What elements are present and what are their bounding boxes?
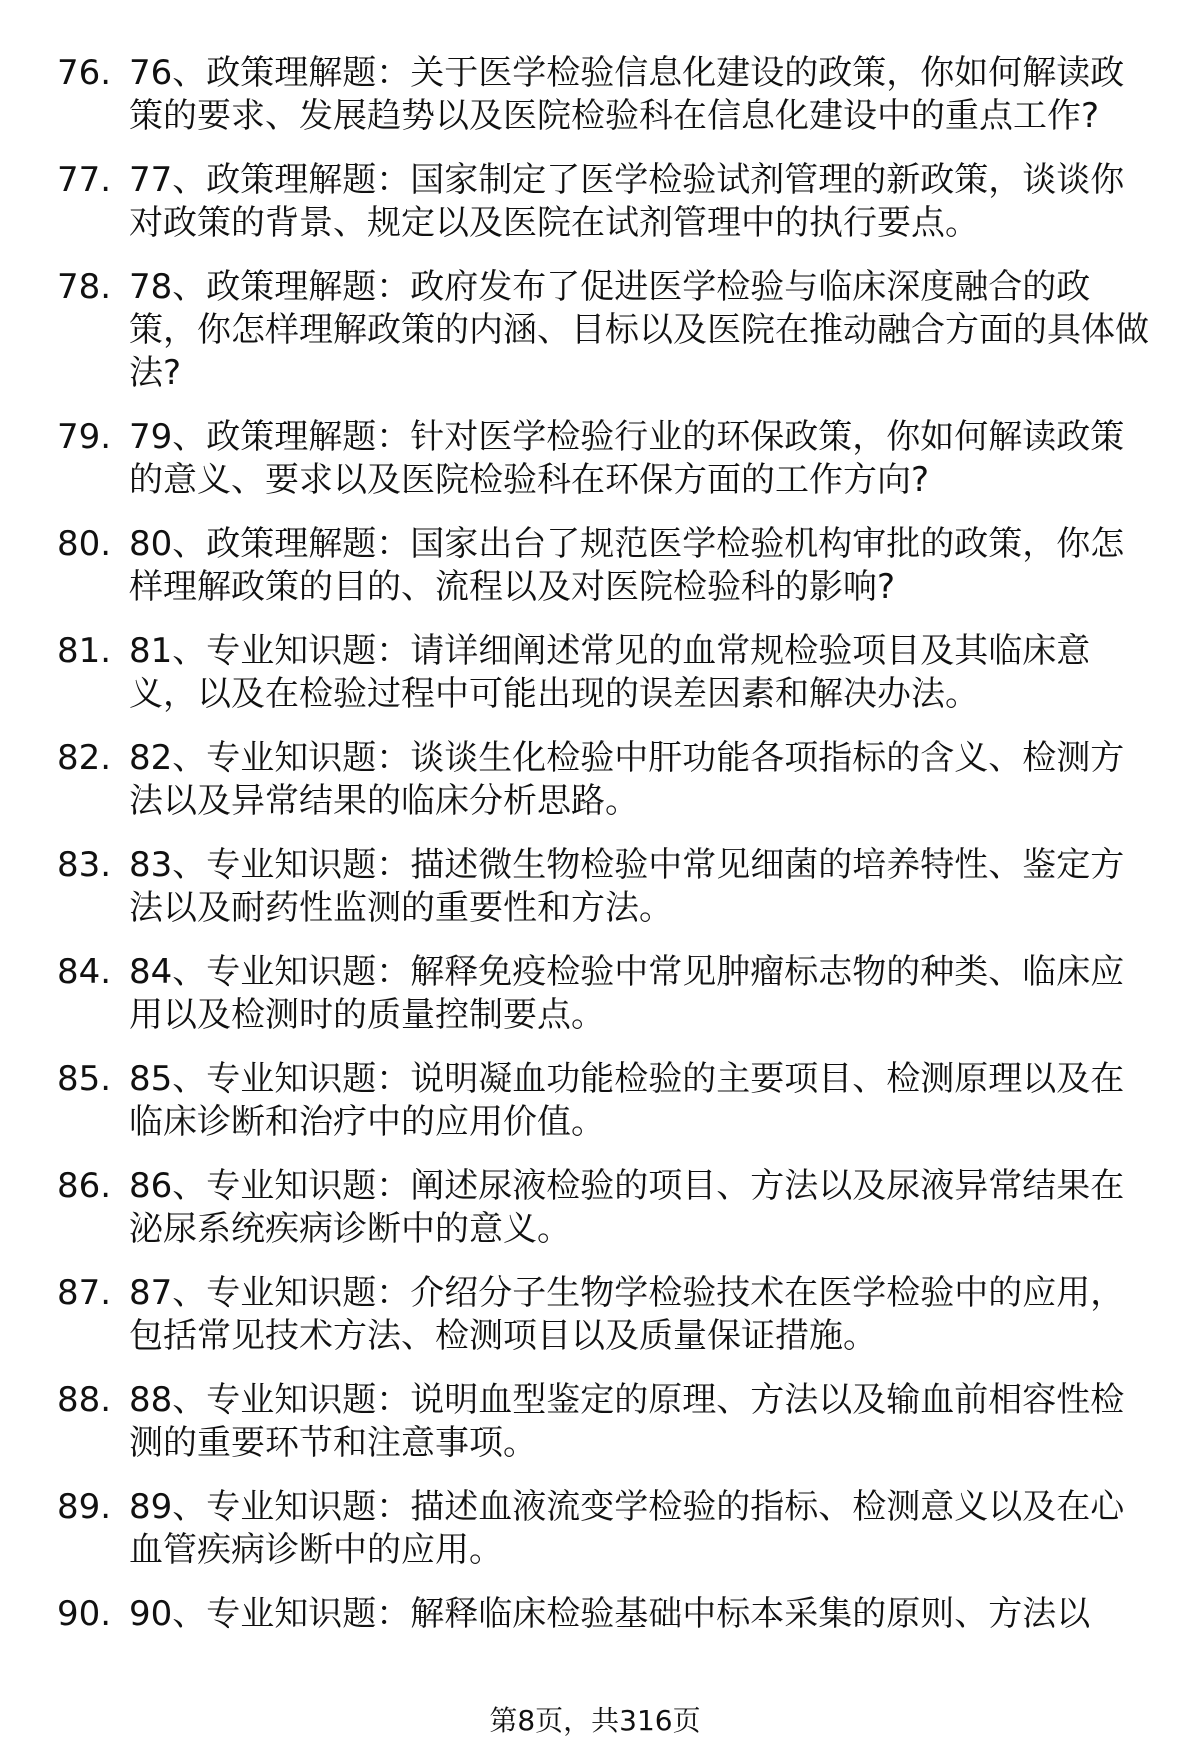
question-number: 90. (57, 1594, 112, 1634)
question-item (57, 159, 1157, 245)
question-text: 88、专业知识题：说明血型鉴定的原理、方法以及输血前相容性检测的重要环节和注意事项。 (129, 1380, 1125, 1463)
question-text: 83、专业知识题：描述微生物检验中常见细菌的培养特性、鉴定方法以及耐药性监测的重要性和方法。 (129, 845, 1125, 928)
question-text: 79、政策理解题：针对医学检验行业的环保政策，你如何解读政策的意义、要求以及医院检验科在环保方面的工作方向? (129, 417, 1125, 500)
question-item (57, 523, 1157, 609)
question-list (57, 52, 1157, 1657)
question-item (57, 737, 1157, 823)
question-number: 77. (57, 160, 112, 200)
question-number: 81. (57, 631, 112, 671)
question-number: 76. (57, 53, 112, 93)
question-item (57, 52, 1157, 138)
question-number: 84. (57, 952, 112, 992)
question-item (57, 1486, 1157, 1572)
question-item (57, 951, 1157, 1037)
question-number: 85. (57, 1059, 112, 1099)
question-number: 86. (57, 1166, 112, 1206)
question-item (57, 844, 1157, 930)
question-item (57, 1058, 1157, 1144)
question-number: 83. (57, 845, 112, 885)
question-number: 88. (57, 1380, 112, 1420)
question-number: 82. (57, 738, 112, 778)
question-item (57, 416, 1157, 502)
question-item (57, 630, 1157, 716)
question-text: 76、政策理解题：关于医学检验信息化建设的政策，你如何解读政策的要求、发展趋势以及医院检验科在信息化建设中的重点工作? (129, 53, 1125, 136)
question-text: 80、政策理解题：国家出台了规范医学检验机构审批的政策，你怎样理解政策的目的、流程以及对医院检验科的影响? (129, 524, 1125, 607)
question-item (57, 1272, 1157, 1358)
question-text: 86、专业知识题：阐述尿液检验的项目、方法以及尿液异常结果在泌尿系统疾病诊断中的意义。 (129, 1166, 1125, 1249)
page-footer: 第8页，共316页 (489, 1704, 701, 1737)
question-text: 77、政策理解题：国家制定了医学检验试剂管理的新政策，谈谈你对政策的背景、规定以及医院在试剂管理中的执行要点。 (129, 160, 1125, 243)
question-text: 90、专业知识题：解释临床检验基础中标本采集的原则、方法以 (129, 1594, 1091, 1634)
question-number: 79. (57, 417, 112, 457)
question-text: 89、专业知识题：描述血液流变学检验的指标、检测意义以及在心血管疾病诊断中的应用。 (129, 1487, 1125, 1570)
question-number: 87. (57, 1273, 112, 1313)
question-item (57, 1593, 1157, 1636)
question-text: 81、专业知识题：请详细阐述常见的血常规检验项目及其临床意义，以及在检验过程中可能出现的误差因素和解决办法。 (129, 631, 1091, 714)
question-text: 84、专业知识题：解释免疫检验中常见肿瘤标志物的种类、临床应用以及检测时的质量控制要点。 (129, 952, 1125, 1035)
question-text: 82、专业知识题：谈谈生化检验中肝功能各项指标的含义、检测方法以及异常结果的临床分析思路。 (129, 738, 1125, 821)
question-item (57, 1165, 1157, 1251)
question-item (57, 1379, 1157, 1465)
question-number: 89. (57, 1487, 112, 1527)
question-text: 78、政策理解题：政府发布了促进医学检验与临床深度融合的政策，你怎样理解政策的内涵、目标以及医院在推动融合方面的具体做法? (129, 267, 1149, 393)
question-item (57, 266, 1157, 395)
question-text: 85、专业知识题：说明凝血功能检验的主要项目、检测原理以及在临床诊断和治疗中的应用价值。 (129, 1059, 1125, 1142)
question-number: 80. (57, 524, 112, 564)
question-text: 87、专业知识题：介绍分子生物学检验技术在医学检验中的应用，包括常见技术方法、检测项目以及质量保证措施。 (129, 1273, 1125, 1356)
question-number: 78. (57, 267, 112, 307)
